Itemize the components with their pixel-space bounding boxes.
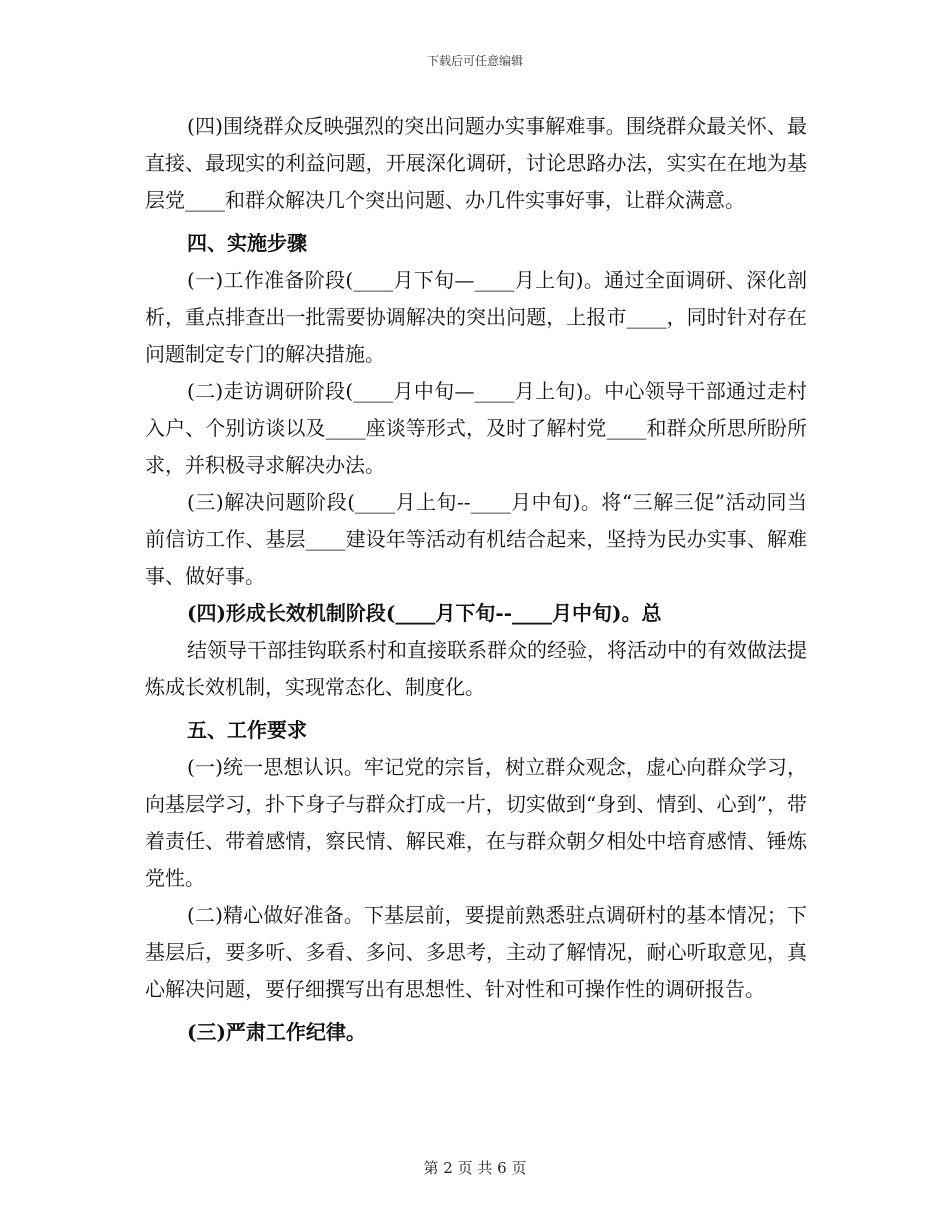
paragraph-prepare-well: (二)精心做好准备。下基层前，要提前熟悉驻点调研村的基本情况；下基层后，要多听、多看、多问、多思考，主动了解情况，耐心听取意见，真心解决问题，要仔细撰写出有思想性、针对性和可操作性的调研报告。: [145, 903, 807, 1001]
paragraph-long-term-mechanism-body: 结领导干部挂钩联系村和直接联系群众的经验，将活动中的有效做法提炼成长效机制，实现常态化、制度化。: [145, 638, 807, 699]
document-body: [145, 108, 807, 1051]
paragraph-resolution-stage: (三)解决问题阶段(____月上旬--____月中旬)。将“三解三促”活动同当前信访工作、基层____建设年等活动有机结合起来，坚持为民办实事、解难事、做好事。: [145, 490, 807, 588]
paragraph-survey-stage: (二)走访调研阶段(____月中旬—____月上旬)。中心领导干部通过走村入户、个别访谈以及____座谈等形式，及时了解村党____和群众所思所盼所求，并积极寻求解决办法。: [145, 379, 807, 477]
paragraph-unify-thinking: (一)统一思想认识。牢记党的宗旨，树立群众观念，虚心向群众学习，向基层学习，扑下身子与群众打成一片，切实做到“身到、情到、心到”，带着责任、带着感情，察民情、解民难，在与群众朝夕相处中培育感情、锤炼党性。: [145, 755, 807, 890]
section-heading-work-requirements: 五、工作要求: [187, 718, 307, 742]
paragraph-preparation-stage: (一)工作准备阶段(____月下旬—____月上旬)。通过全面调研、深化剖析，重点排查出一批需要协调解决的突出问题，上报市____，同时针对存在问题制定专门的解决措施。: [145, 268, 807, 366]
paragraph-work-discipline: (三)严肃工作纪律。: [187, 1020, 366, 1044]
section-heading-implementation-steps: 四、实施步骤: [187, 231, 307, 255]
page-header: 下载后可任意编辑: [426, 54, 523, 68]
paragraph-focus-issues: (四)围绕群众反映强烈的突出问题办实事解难事。围绕群众最关怀、最直接、最现实的利益问题，开展深化调研，讨论思路办法，实实在在地为基层党____和群众解决几个突出问题、办几件实事好事，让群众满意。: [145, 114, 807, 212]
paragraph-long-term-mechanism-heading: (四)形成长效机制阶段(____月下旬--____月中旬)。总: [187, 601, 662, 625]
page-number: 第 2 页 共 6 页: [423, 1159, 527, 1177]
